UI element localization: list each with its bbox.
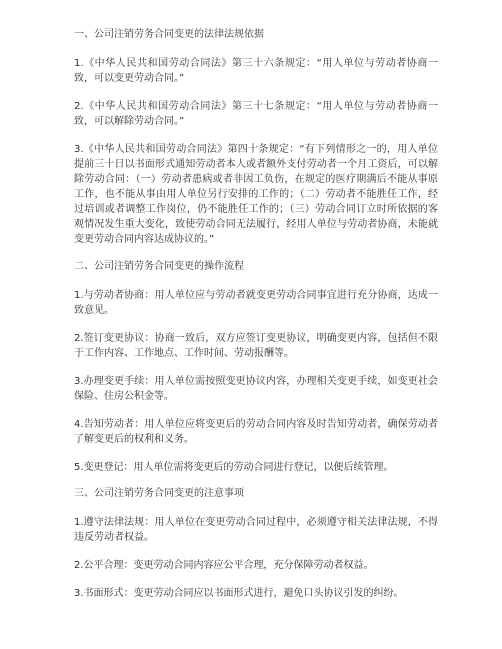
paragraph: 3.书面形式：变更劳动合同应以书面形式进行，避免口头协议引发的纠纷。 <box>74 588 404 599</box>
section-heading: 一、公司注销劳务合同变更的法律法规依据 <box>74 29 264 40</box>
paragraph: 3.《中华人民共和国劳动合同法》第四十条规定：“有下列情形之一的，用人单位提前三十日以书面形式通知劳动者本人或者额外支付劳动者一个月工资后，可以解除劳动合同：（一）劳动者患病或者非因工负伤，在规定的医疗期满后不能从事原工作，也不能从事由用人单位另行安排的工作的；（二）劳动者不能胜任工作，经过培训或者调整工作岗位，仍不能胜任工作的；（三）劳动合同订立时所依据的客观情况发生重大变化，致使劳动合同无法履行，经用人单位与劳动者协商，未能就变更劳动合同内容达成协议的。” <box>74 144 438 245</box>
paragraph: 5.变更登记：用人单位需将变更后的劳动合同进行登记，以便后续管理。 <box>74 462 394 473</box>
paragraph: 1.遵守法律法规：用人单位在变更劳动合同过程中，必须遵守相关法律法规，不得违反劳动者权益。 <box>74 517 438 543</box>
paragraph: 1.《中华人民共和国劳动合同法》第三十六条规定：“用人单位与劳动者协商一致，可以变更劳动合同。” <box>74 58 438 84</box>
document-body <box>74 28 438 614</box>
paragraph: 2.《中华人民共和国劳动合同法》第三十七条规定：“用人单位与劳动者协商一致，可以解除劳动合同。” <box>74 101 438 127</box>
paragraph: 2.签订变更协议：协商一致后，双方应签订变更协议，明确变更内容，包括但不限于工作内容、工作地点、工作时间、劳动报酬等。 <box>74 333 438 359</box>
section-heading: 三、公司注销劳务合同变更的注意事项 <box>74 488 244 499</box>
section-heading: 二、公司注销劳务合同变更的操作流程 <box>74 261 244 272</box>
paragraph: 2.公平合理：变更劳动合同内容应公平合理，充分保障劳动者权益。 <box>74 560 374 571</box>
paragraph: 3.办理变更手续：用人单位需按照变更协议内容，办理相关变更手续，如变更社会保险、住房公积金等。 <box>74 376 438 402</box>
paragraph: 4.告知劳动者：用人单位应将变更后的劳动合同内容及时告知劳动者，确保劳动者了解变更后的权利和义务。 <box>74 419 438 445</box>
paragraph: 1.与劳动者协商：用人单位应与劳动者就变更劳动合同事宜进行充分协商，达成一致意见。 <box>74 290 438 316</box>
